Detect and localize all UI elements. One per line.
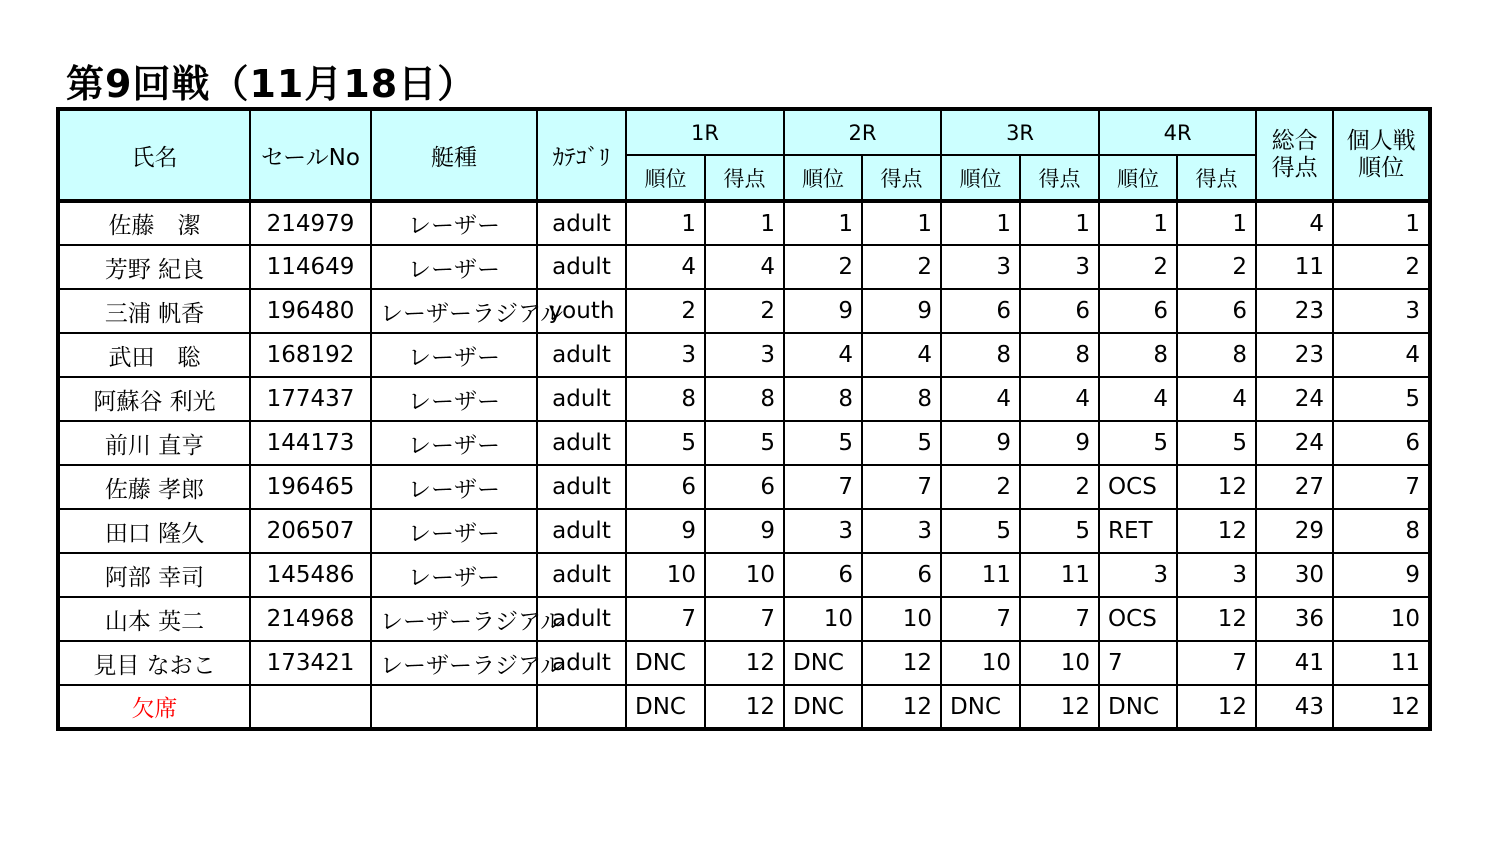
name-cell: 佐藤 孝郎 (58, 465, 250, 509)
header-r4-rank: 順位 (1099, 155, 1177, 201)
total-cell: 24 (1256, 377, 1333, 421)
r3-points-cell: 5 (1020, 509, 1099, 553)
table-row (58, 553, 1430, 597)
r1-points-cell: 3 (705, 333, 784, 377)
r2-rank-cell: 10 (784, 597, 862, 641)
total-cell: 36 (1256, 597, 1333, 641)
r1-points-cell: 12 (705, 641, 784, 685)
r3-points-cell: 11 (1020, 553, 1099, 597)
r3-rank-cell: 5 (941, 509, 1020, 553)
header-r3-rank: 順位 (941, 155, 1020, 201)
r1-rank-cell: 8 (626, 377, 705, 421)
header-round-3: 3R (941, 109, 1099, 155)
r2-points-cell: 4 (862, 333, 941, 377)
r1-rank-cell: 6 (626, 465, 705, 509)
r3-rank-cell: 9 (941, 421, 1020, 465)
header-r1-points: 得点 (705, 155, 784, 201)
total-cell: 23 (1256, 289, 1333, 333)
boat-type-cell: レーザー (371, 509, 537, 553)
r1-rank-cell: 1 (626, 201, 705, 245)
r1-rank-cell: 7 (626, 597, 705, 641)
table-row (58, 685, 1430, 729)
r1-points-cell: 4 (705, 245, 784, 289)
r4-points-cell: 5 (1177, 421, 1256, 465)
category-cell: adult (537, 245, 626, 289)
individual-rank-cell: 6 (1333, 421, 1430, 465)
r2-rank-cell: 6 (784, 553, 862, 597)
table-row (58, 245, 1430, 289)
boat-type-cell: レーザー (371, 245, 537, 289)
r3-rank-cell: 2 (941, 465, 1020, 509)
category-cell: adult (537, 553, 626, 597)
r4-points-cell: 6 (1177, 289, 1256, 333)
table-header (58, 109, 1430, 201)
header-total: 総合得点 (1256, 109, 1333, 201)
r4-rank-cell: OCS (1099, 597, 1177, 641)
r2-points-cell: 12 (862, 685, 941, 729)
r1-points-cell: 8 (705, 377, 784, 421)
name-cell: 欠席 (58, 685, 250, 729)
total-cell: 30 (1256, 553, 1333, 597)
r2-points-cell: 8 (862, 377, 941, 421)
r2-points-cell: 6 (862, 553, 941, 597)
r1-rank-cell: 5 (626, 421, 705, 465)
header-round-4: 4R (1099, 109, 1256, 155)
table-row (58, 201, 1430, 245)
sail-no-cell: 177437 (250, 377, 371, 421)
individual-rank-cell: 9 (1333, 553, 1430, 597)
r4-rank-cell: 7 (1099, 641, 1177, 685)
r2-points-cell: 12 (862, 641, 941, 685)
sail-no-cell: 144173 (250, 421, 371, 465)
r3-rank-cell: 11 (941, 553, 1020, 597)
total-cell: 43 (1256, 685, 1333, 729)
r2-rank-cell: 2 (784, 245, 862, 289)
table-row (58, 289, 1430, 333)
r4-rank-cell: 5 (1099, 421, 1177, 465)
name-cell: 阿蘇谷 利光 (58, 377, 250, 421)
r4-rank-cell: DNC (1099, 685, 1177, 729)
category-cell: adult (537, 421, 626, 465)
table-row (58, 377, 1430, 421)
total-cell: 4 (1256, 201, 1333, 245)
name-cell: 山本 英二 (58, 597, 250, 641)
total-cell: 27 (1256, 465, 1333, 509)
boat-type-cell: レーザー (371, 421, 537, 465)
table-row (58, 421, 1430, 465)
r2-rank-cell: 8 (784, 377, 862, 421)
r3-points-cell: 6 (1020, 289, 1099, 333)
name-cell: 前川 直亨 (58, 421, 250, 465)
total-cell: 23 (1256, 333, 1333, 377)
r3-rank-cell: 3 (941, 245, 1020, 289)
r2-points-cell: 10 (862, 597, 941, 641)
r4-points-cell: 2 (1177, 245, 1256, 289)
r4-rank-cell: 4 (1099, 377, 1177, 421)
name-cell: 見目 なおこ (58, 641, 250, 685)
name-cell: 三浦 帆香 (58, 289, 250, 333)
r4-rank-cell: OCS (1099, 465, 1177, 509)
sail-no-cell: 145486 (250, 553, 371, 597)
r3-rank-cell: 1 (941, 201, 1020, 245)
boat-type-cell: レーザー (371, 201, 537, 245)
r3-points-cell: 10 (1020, 641, 1099, 685)
header-r2-points: 得点 (862, 155, 941, 201)
r3-rank-cell: 8 (941, 333, 1020, 377)
name-cell: 芳野 紀良 (58, 245, 250, 289)
boat-type-cell: レーザーラジアル (371, 597, 537, 641)
individual-rank-cell: 7 (1333, 465, 1430, 509)
r4-points-cell: 8 (1177, 333, 1256, 377)
r2-rank-cell: 1 (784, 201, 862, 245)
sail-no-cell: 206507 (250, 509, 371, 553)
r3-points-cell: 12 (1020, 685, 1099, 729)
table-row (58, 597, 1430, 641)
r2-points-cell: 5 (862, 421, 941, 465)
r1-rank-cell: 9 (626, 509, 705, 553)
r4-points-cell: 7 (1177, 641, 1256, 685)
r1-points-cell: 7 (705, 597, 784, 641)
category-cell: adult (537, 641, 626, 685)
individual-rank-cell: 1 (1333, 201, 1430, 245)
table-body (58, 201, 1430, 729)
r1-rank-cell: 3 (626, 333, 705, 377)
r1-rank-cell: 4 (626, 245, 705, 289)
sail-no-cell: 214979 (250, 201, 371, 245)
r2-rank-cell: 9 (784, 289, 862, 333)
sail-no-cell: 196465 (250, 465, 371, 509)
boat-type-cell: レーザー (371, 465, 537, 509)
r1-rank-cell: 10 (626, 553, 705, 597)
header-individual-rank: 個人戦順位 (1333, 109, 1430, 201)
individual-rank-cell: 10 (1333, 597, 1430, 641)
table-row (58, 641, 1430, 685)
r3-points-cell: 9 (1020, 421, 1099, 465)
individual-rank-cell: 4 (1333, 333, 1430, 377)
sail-no-cell: 168192 (250, 333, 371, 377)
r3-points-cell: 2 (1020, 465, 1099, 509)
boat-type-cell: レーザー (371, 553, 537, 597)
r4-rank-cell: 3 (1099, 553, 1177, 597)
sail-no-cell: 173421 (250, 641, 371, 685)
name-cell: 武田 聡 (58, 333, 250, 377)
sail-no-cell: 214968 (250, 597, 371, 641)
header-name: 氏名 (58, 109, 250, 201)
r3-points-cell: 7 (1020, 597, 1099, 641)
r3-points-cell: 4 (1020, 377, 1099, 421)
individual-rank-cell: 5 (1333, 377, 1430, 421)
r2-rank-cell: DNC (784, 641, 862, 685)
header-r4-points: 得点 (1177, 155, 1256, 201)
category-cell: adult (537, 597, 626, 641)
header-boat-type: 艇種 (371, 109, 537, 201)
r4-points-cell: 1 (1177, 201, 1256, 245)
category-cell: adult (537, 377, 626, 421)
individual-rank-cell: 2 (1333, 245, 1430, 289)
individual-rank-cell: 11 (1333, 641, 1430, 685)
r1-points-cell: 1 (705, 201, 784, 245)
r4-rank-cell: 2 (1099, 245, 1177, 289)
r3-rank-cell: 6 (941, 289, 1020, 333)
r4-points-cell: 3 (1177, 553, 1256, 597)
sail-no-cell: 196480 (250, 289, 371, 333)
r2-points-cell: 3 (862, 509, 941, 553)
category-cell: adult (537, 201, 626, 245)
boat-type-cell: レーザーラジアル (371, 289, 537, 333)
name-cell: 田口 隆久 (58, 509, 250, 553)
total-cell: 11 (1256, 245, 1333, 289)
r2-rank-cell: DNC (784, 685, 862, 729)
header-r2-rank: 順位 (784, 155, 862, 201)
category-cell (537, 685, 626, 729)
category-cell: adult (537, 333, 626, 377)
r1-points-cell: 5 (705, 421, 784, 465)
individual-rank-cell: 12 (1333, 685, 1430, 729)
r1-rank-cell: DNC (626, 685, 705, 729)
r2-rank-cell: 3 (784, 509, 862, 553)
header-sail-no: セールNo (250, 109, 371, 201)
r3-points-cell: 3 (1020, 245, 1099, 289)
r2-points-cell: 7 (862, 465, 941, 509)
total-cell: 29 (1256, 509, 1333, 553)
header-round-1: 1R (626, 109, 784, 155)
r3-rank-cell: DNC (941, 685, 1020, 729)
r3-rank-cell: 4 (941, 377, 1020, 421)
r2-rank-cell: 5 (784, 421, 862, 465)
boat-type-cell (371, 685, 537, 729)
r4-points-cell: 4 (1177, 377, 1256, 421)
header-r1-rank: 順位 (626, 155, 705, 201)
r1-points-cell: 12 (705, 685, 784, 729)
boat-type-cell: レーザー (371, 333, 537, 377)
table-row (58, 465, 1430, 509)
r1-points-cell: 2 (705, 289, 784, 333)
header-r3-points: 得点 (1020, 155, 1099, 201)
name-cell: 佐藤 潔 (58, 201, 250, 245)
r1-points-cell: 9 (705, 509, 784, 553)
r2-rank-cell: 4 (784, 333, 862, 377)
r2-points-cell: 2 (862, 245, 941, 289)
boat-type-cell: レーザーラジアル (371, 641, 537, 685)
name-cell: 阿部 幸司 (58, 553, 250, 597)
total-cell: 41 (1256, 641, 1333, 685)
total-cell: 24 (1256, 421, 1333, 465)
r1-points-cell: 6 (705, 465, 784, 509)
category-cell: adult (537, 509, 626, 553)
r3-rank-cell: 10 (941, 641, 1020, 685)
category-cell: adult (537, 465, 626, 509)
r1-rank-cell: DNC (626, 641, 705, 685)
r3-points-cell: 1 (1020, 201, 1099, 245)
r4-points-cell: 12 (1177, 509, 1256, 553)
r4-points-cell: 12 (1177, 597, 1256, 641)
r1-points-cell: 10 (705, 553, 784, 597)
r4-points-cell: 12 (1177, 685, 1256, 729)
individual-rank-cell: 8 (1333, 509, 1430, 553)
table-row (58, 509, 1430, 553)
r3-rank-cell: 7 (941, 597, 1020, 641)
r4-rank-cell: 6 (1099, 289, 1177, 333)
individual-rank-cell: 3 (1333, 289, 1430, 333)
r4-rank-cell: 8 (1099, 333, 1177, 377)
sail-no-cell: 114649 (250, 245, 371, 289)
boat-type-cell: レーザー (371, 377, 537, 421)
r4-rank-cell: RET (1099, 509, 1177, 553)
page-title: 第9回戦（11月18日） (66, 62, 477, 106)
r2-points-cell: 1 (862, 201, 941, 245)
table-row (58, 333, 1430, 377)
r1-rank-cell: 2 (626, 289, 705, 333)
r3-points-cell: 8 (1020, 333, 1099, 377)
header-category: ｶﾃｺﾞﾘ (537, 109, 626, 201)
r4-rank-cell: 1 (1099, 201, 1177, 245)
header-round-2: 2R (784, 109, 941, 155)
r2-rank-cell: 7 (784, 465, 862, 509)
r2-points-cell: 9 (862, 289, 941, 333)
category-cell: youth (537, 289, 626, 333)
results-table (56, 107, 1432, 731)
sail-no-cell (250, 685, 371, 729)
r4-points-cell: 12 (1177, 465, 1256, 509)
